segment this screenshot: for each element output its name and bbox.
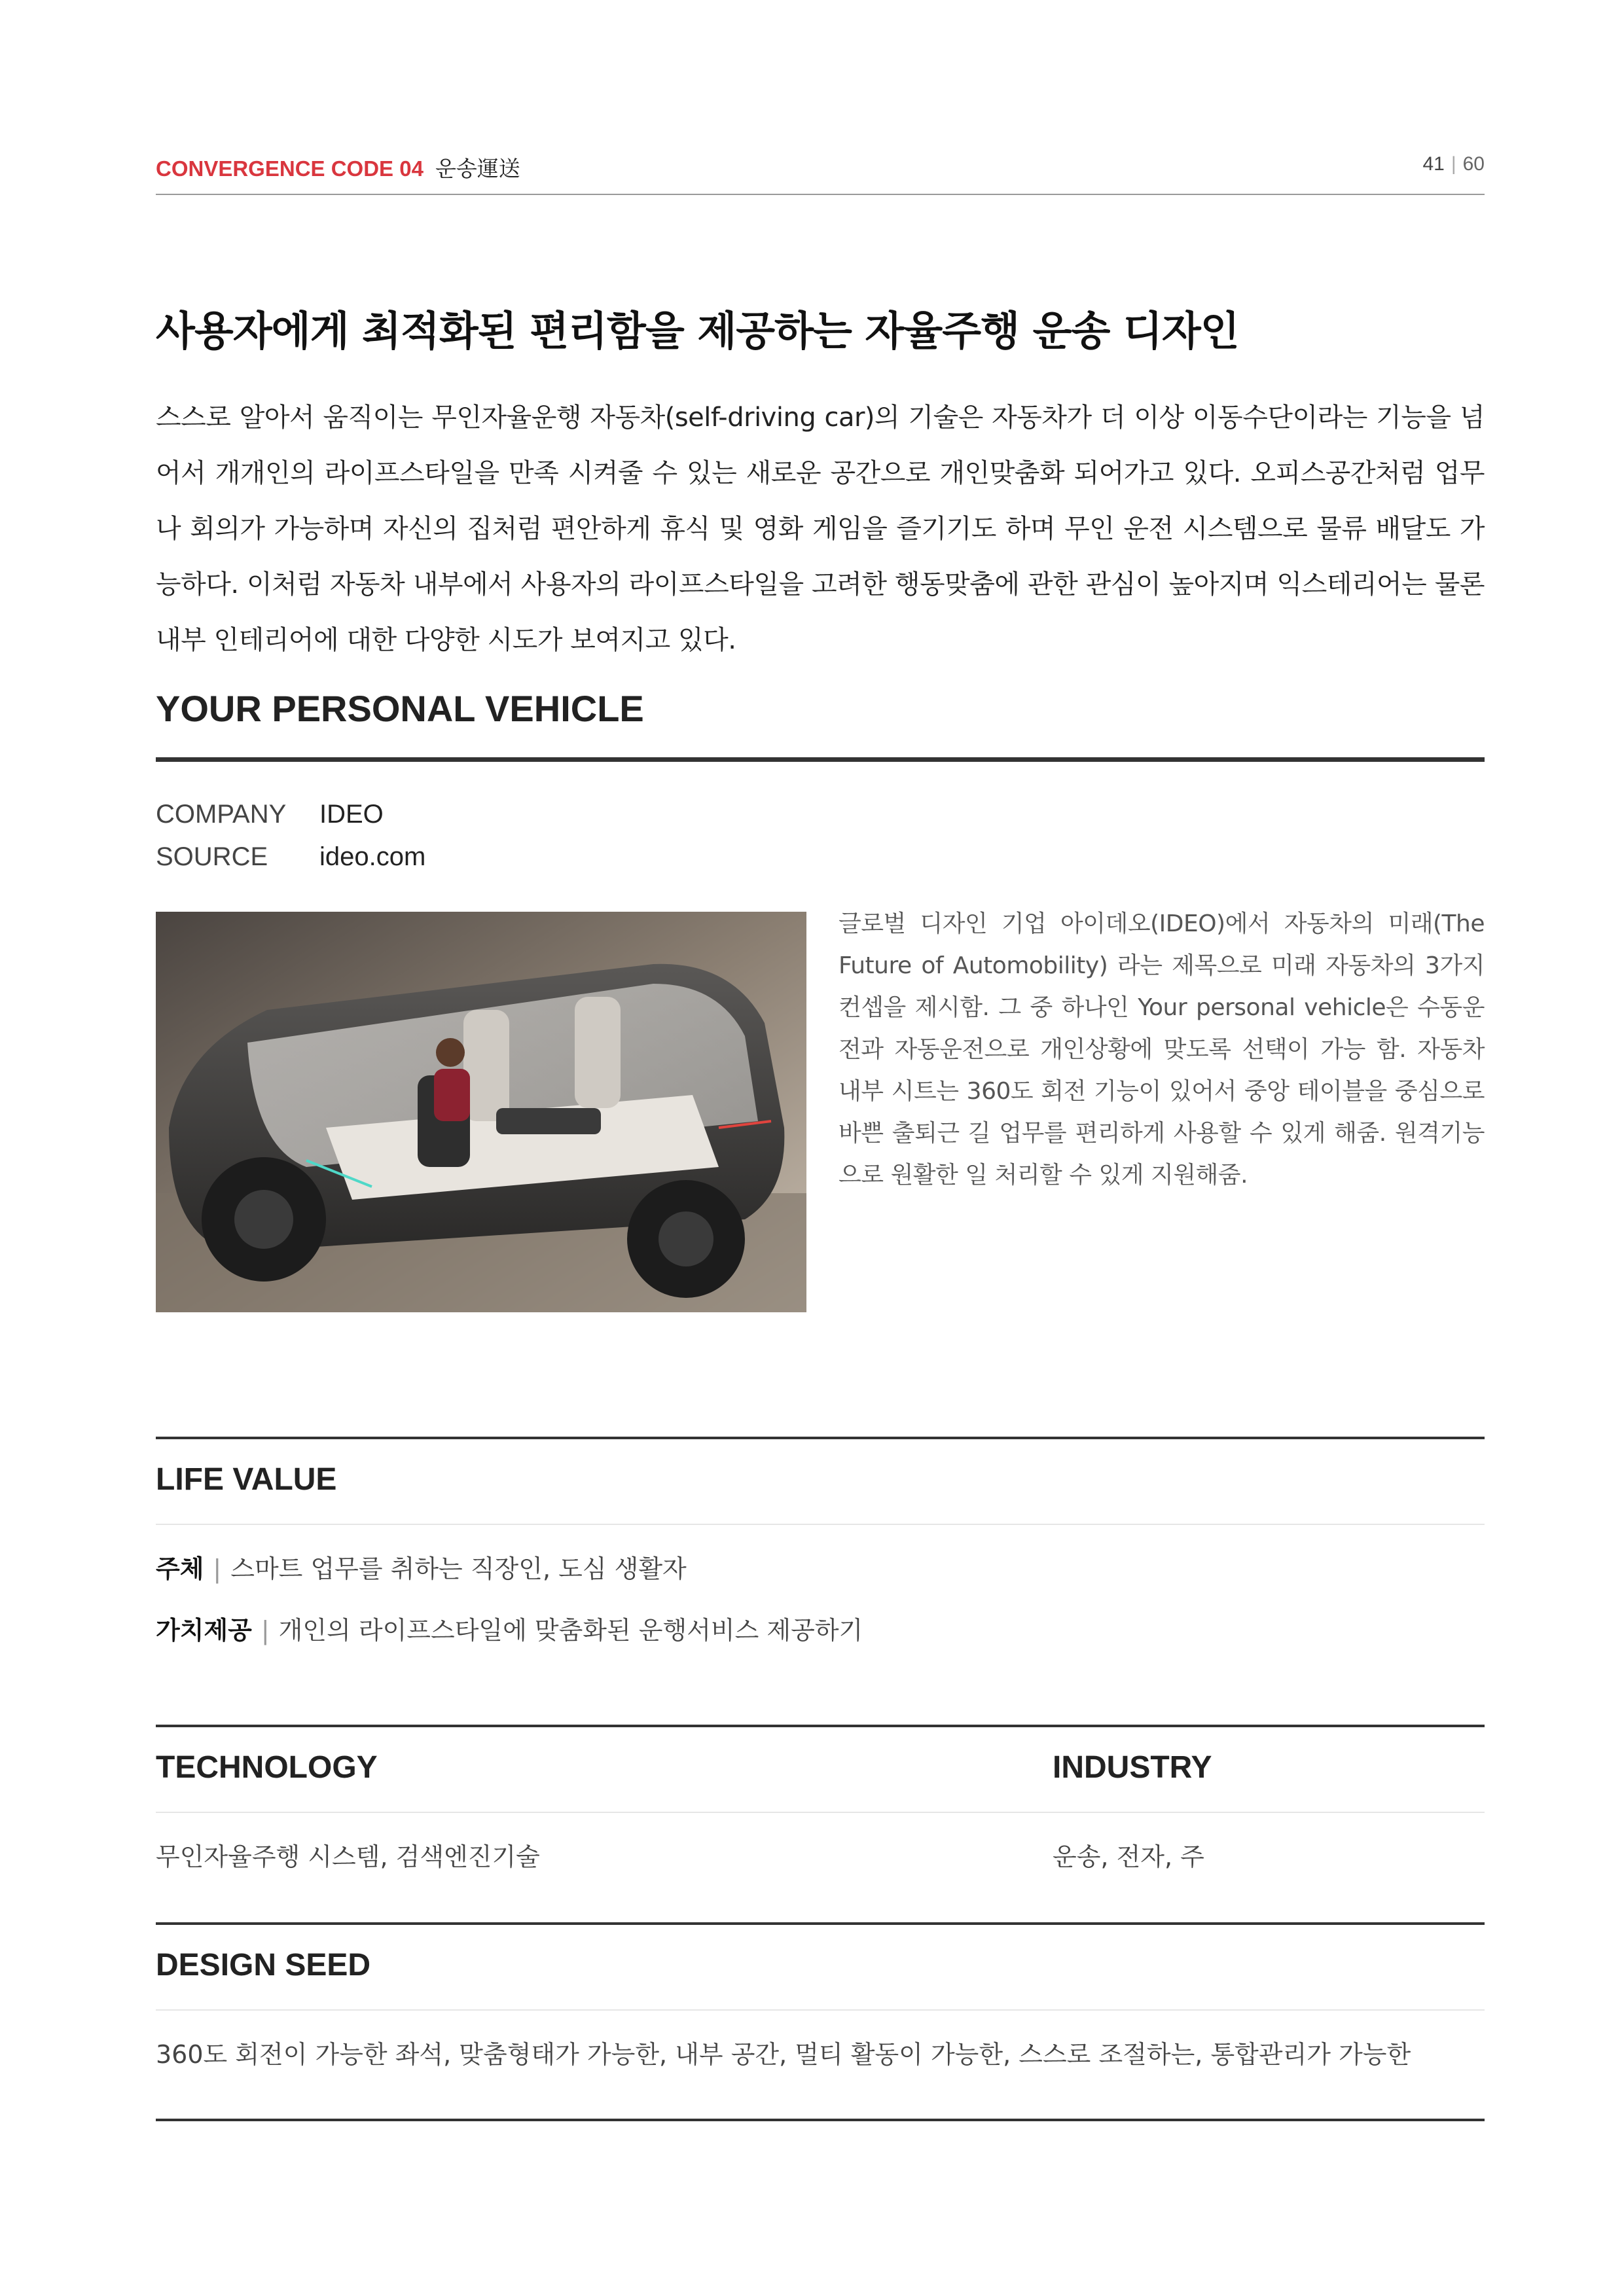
life-value-thin-rule [156,1524,1485,1525]
technology-top-rule [156,1725,1485,1727]
running-header [156,152,520,183]
page-current: 41 [1422,153,1445,175]
car-illustration [156,912,806,1312]
source-value: ideo.com [319,842,426,871]
case-description: 글로벌 디자인 기업 아이데오(IDEO)에서 자동차의 미래(The Future of Automobility) 라는 제목으로 미래 자동차의 3가지 컨셉을 제시함. 그 중 하나인 Your personal vehicle은 수동운전과 자동운전으로 개인상황에 맞도록 선택이 가능 함. 자동차 내부 시트는 360도 회전 기능이 있어서 중앙 테이블을 중심으로 바쁜 출퇴근 길 업무를 편리하게 사용할 수 있게 해줌. 원격기능으로 원활한 일 처리할 수 있게 지원해줌. [839,910,1485,1189]
value-value: 개인의 라이프스타일에 맞춤화된 운행서비스 제공하기 [278,1616,863,1645]
company-value: IDEO [319,800,384,829]
design-seed-value: 360도 회전이 가능한 좌석, 맞춤형태가 가능한, 내부 공간, 멀티 활동이 가능한, 스스로 조절하는, 통합관리가 가능한 [156,2040,1411,2069]
series-section: 운송運送 [435,156,520,181]
design-seed-thin-rule [156,2009,1485,2011]
page-separator: | [1451,153,1456,175]
design-seed-bottom-rule [156,2119,1485,2121]
design-seed-top-rule [156,1922,1485,1925]
value-row [156,1610,863,1646]
company-row [156,800,384,829]
life-value-top-rule [156,1437,1485,1439]
source-label: SOURCE [156,842,268,871]
industry-value: 운송, 전자, 주 [1053,1842,1204,1871]
vehicle-photo [156,912,806,1312]
page-number [1422,153,1485,175]
case-divider [156,757,1485,762]
subject-row [156,1549,687,1585]
value-separator: | [261,1616,270,1645]
company-label: COMPANY [156,800,287,829]
page-total: 60 [1462,153,1485,175]
life-value-title: LIFE VALUE [156,1462,337,1497]
technology-value: 무인자율주행 시스템, 검색엔진기술 [156,1842,540,1871]
design-seed-title: DESIGN SEED [156,1948,371,1982]
subject-label: 주체 [156,1554,204,1583]
header-divider [156,194,1485,195]
page-title: 사용자에게 최적화된 편리함을 제공하는 자율주행 운송 디자인 [156,307,1239,355]
industry-title: INDUSTRY [1053,1750,1212,1785]
series-code: CONVERGENCE CODE 04 [156,156,424,181]
source-row [156,842,425,872]
subject-value: 스마트 업무를 취하는 직장인, 도심 생활자 [230,1554,687,1583]
technology-thin-rule [156,1812,1485,1813]
value-label: 가치제공 [156,1616,252,1645]
technology-title: TECHNOLOGY [156,1750,378,1785]
case-title: YOUR PERSONAL VEHICLE [156,688,644,729]
subject-separator: | [213,1554,222,1583]
intro-paragraph: 스스로 알아서 움직이는 무인자율운행 자동차(self-driving car)의 기술은 자동차가 더 이상 이동수단이라는 기능을 넘어서 개개인의 라이프스타일을 만족 시켜줄 수 있는 새로운 공간으로 개인맞춤화 되어가고 있다. 오피스공간처럼 업무나 회의가 가능하며 자신의 집처럼 편안하게 휴식 및 영화 게임을 즐기기도 하며 무인 운전 시스템으로 물류 배달도 가능하다. 이처럼 자동차 내부에서 사용자의 라이프스타일을 고려한 행동맞춤에 관한 관심이 높아지며 익스테리어는 물론 내부 인테리어에 대한 다양한 시도가 보여지고 있다. [156,403,1485,655]
